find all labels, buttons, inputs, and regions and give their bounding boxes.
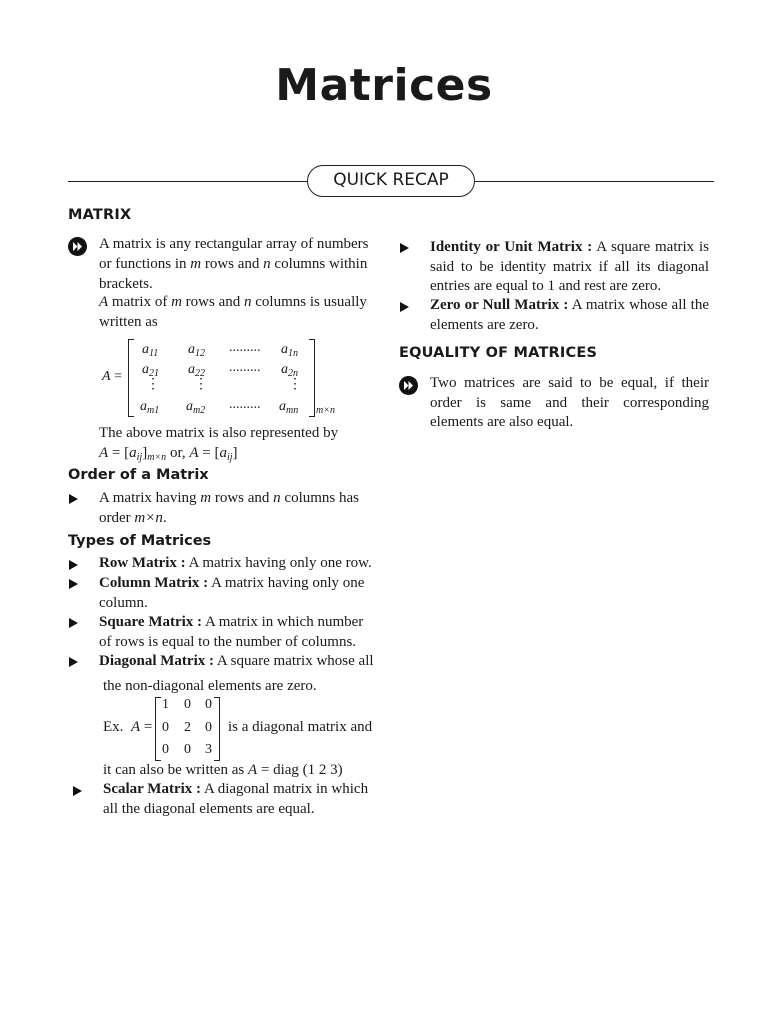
bullet-arrow-icon [69,579,78,589]
bullet-arrow-icon [400,302,409,312]
equality-heading: EQUALITY OF MATRICES [399,345,598,361]
matrix-element: $a_{1n}$ [281,342,298,359]
vdots: ⋮ [288,377,302,392]
dots: ......... [229,397,261,412]
example-label: Ex. [103,719,124,735]
representation-text: The above matrix is also represented by $A = [a_{ij}]_{m\times n}$ or, $A = [a_{ij}]$ [99,425,339,463]
matrix-element: 0 [162,742,169,757]
diagonal-matrix-item: Diagonal Matrix : A square matrix whose all [99,653,374,669]
diag-notation: it can also be written as A = diag (1 2 3) [103,762,343,778]
matrix-element: 0 [205,697,212,712]
diagonal-matrix-desc: the non-diagonal elements are zero. [103,678,317,694]
zero-matrix-item: Zero or Null Matrix : A matrix whose all the elements are zero. [430,297,709,333]
bullet-arrow-icon [400,243,409,253]
identity-matrix-item: Identity or Unit Matrix : A square matrix is said to be identity matrix if all its diagonal entries are equal to 1 and rest are zero. [430,239,709,294]
matrix-element: $a_{m2}$ [186,399,206,416]
right-bracket [214,697,220,761]
matrix-element: $a_{m1}$ [140,399,160,416]
matrix-definition: A matrix is any rectangular array of numbers or functions in m rows and n columns within [99,236,369,272]
bullet-arrow-icon [69,560,78,570]
matrix-element: 0 [205,720,212,735]
matrix-element: $a_{2n}$ [281,362,298,379]
fast-forward-icon [68,237,87,256]
matrix-element: $a_{12}$ [188,342,205,359]
bullet-arrow-icon [69,618,78,628]
vdots: ⋮ [146,377,160,392]
matrix-element: $a_{11}$ [142,342,159,359]
matrix-element: 0 [184,697,191,712]
matrix-definition-end: brackets. [99,276,153,292]
bullet-arrow-icon [69,657,78,667]
matrix-order: m×n [316,405,335,416]
vdots: ⋮ [194,377,208,392]
right-bracket [309,339,315,417]
example-tail: is a diagonal matrix and [228,719,373,735]
matrix-element: 0 [184,742,191,757]
matrix-notation-text: A matrix of m rows and n columns is usually written as [99,294,367,330]
example-lhs: A = [131,719,153,735]
square-matrix-item: Square Matrix : A matrix in which number of rows is equal to the number of columns. [99,614,364,650]
dots: ......... [229,340,261,355]
page-title: Matrices [275,60,493,111]
bullet-arrow-icon [69,494,78,504]
matrix-element: 2 [184,720,191,735]
equality-text: Two matrices are said to be equal, if their order is same and their corresponding elements are also equal. [430,375,709,430]
matrix-heading: MATRIX [68,207,132,223]
left-bracket [155,697,161,761]
matrix-lhs: A = [102,369,122,384]
scalar-matrix-item: Scalar Matrix : A diagonal matrix in which all the diagonal elements are equal. [103,781,369,817]
fast-forward-icon [399,376,418,395]
matrix-element: 1 [162,697,169,712]
matrix-element: $a_{22}$ [188,362,205,379]
order-heading: Order of a Matrix [68,467,209,483]
row-matrix-item: Row Matrix : A matrix having only one row. [99,555,372,571]
column-matrix-item: Column Matrix : A matrix having only one column. [99,575,365,611]
matrix-element: $a_{21}$ [142,362,159,379]
bullet-arrow-icon [73,786,82,796]
left-bracket [128,339,134,417]
types-heading: Types of Matrices [68,533,212,549]
dots: ......... [229,360,261,375]
order-text: A matrix having m rows and n columns has order m×n. [99,490,359,526]
matrix-element: $a_{mn}$ [279,399,299,416]
matrix-element: 3 [205,742,212,757]
matrix-element: 0 [162,720,169,735]
quick-recap-banner: QUICK RECAP [307,165,475,197]
